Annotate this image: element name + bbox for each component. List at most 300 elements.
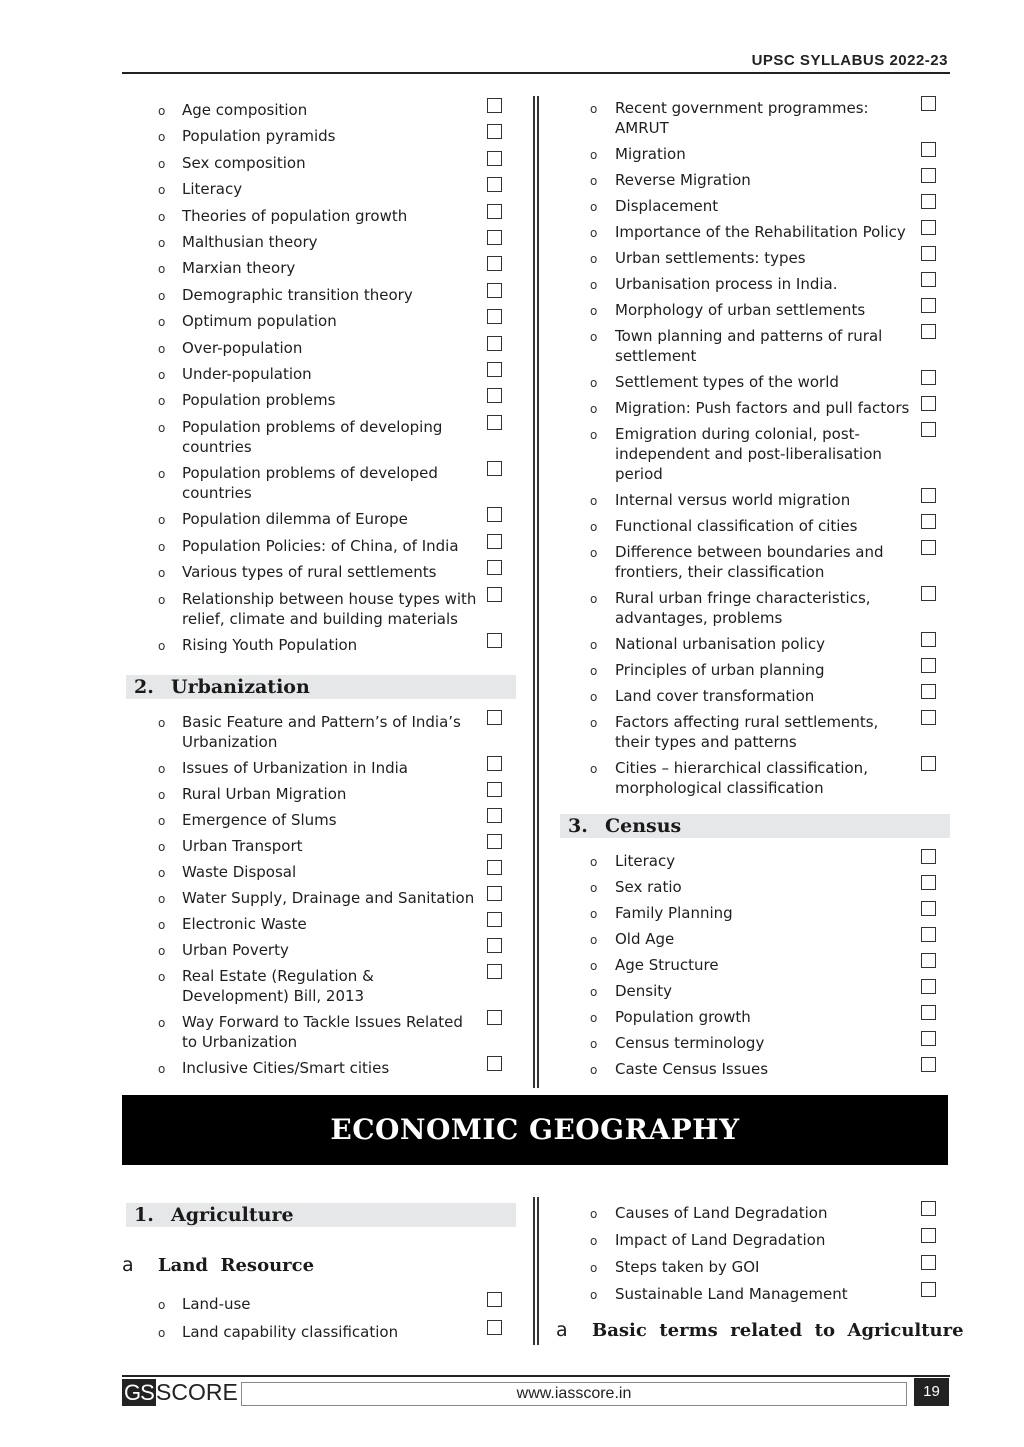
- subhead-marker: a: [556, 1319, 568, 1341]
- checkbox[interactable]: [487, 177, 502, 192]
- checklist-item-label: Population problems: [182, 391, 336, 410]
- checklist-item-label: Census terminology: [615, 1034, 765, 1052]
- checklist-item-label: Literacy: [182, 180, 243, 199]
- checkbox[interactable]: [487, 461, 502, 476]
- census-list: [556, 851, 950, 1079]
- bullet-glyph: o: [590, 1207, 598, 1221]
- checkbox[interactable]: [487, 938, 502, 953]
- bullet-glyph: o: [590, 1261, 598, 1275]
- checklist-item: [122, 966, 516, 1006]
- checklist-item-label: Family Planning: [615, 904, 733, 922]
- right-column: [556, 98, 950, 1085]
- checklist-item-label: Emigration during colonial, post-independent and post-liberalisation period: [615, 425, 882, 483]
- checklist-item-label: Recent government programmes: AMRUT: [615, 99, 869, 137]
- bullet-glyph: o: [590, 1037, 598, 1051]
- checkbox[interactable]: [921, 586, 936, 601]
- footer-rule: [122, 1375, 950, 1377]
- checklist-item: [122, 311, 516, 331]
- checklist-item-label: Principles of urban planning: [615, 661, 825, 679]
- checkbox[interactable]: [921, 684, 936, 699]
- checklist-item: [556, 1007, 950, 1027]
- checklist-item-label: Land cover transformation: [615, 687, 815, 705]
- bullet-glyph: o: [590, 1234, 598, 1248]
- bullet-glyph: o: [590, 933, 598, 947]
- checklist-item: [122, 285, 516, 305]
- checklist-item-label: Caste Census Issues: [615, 1060, 769, 1078]
- checklist-item: [122, 1012, 516, 1052]
- bullet-glyph: o: [590, 1063, 598, 1077]
- checkbox[interactable]: [487, 507, 502, 522]
- checklist-item-label: Old Age: [615, 930, 675, 948]
- checkbox[interactable]: [487, 808, 502, 823]
- settlement-list: [556, 98, 950, 798]
- bullet-glyph: o: [590, 762, 598, 776]
- checklist-item: [556, 490, 950, 510]
- subhead-marker: a: [122, 1254, 134, 1276]
- checklist-item-label: Causes of Land Degradation: [615, 1204, 828, 1222]
- bullet-glyph: o: [158, 539, 166, 554]
- checklist-item-label: Urban settlements: types: [615, 249, 806, 267]
- checklist-item-label: Marxian theory: [182, 259, 296, 278]
- bullet-glyph: o: [158, 315, 166, 330]
- checkbox[interactable]: [487, 204, 502, 219]
- checkbox[interactable]: [921, 756, 936, 771]
- checkbox[interactable]: [487, 1056, 502, 1071]
- checklist-item: [556, 712, 950, 752]
- checklist-item: [122, 836, 516, 856]
- bullet-glyph: o: [590, 252, 598, 266]
- checkbox[interactable]: [487, 710, 502, 725]
- checkbox[interactable]: [487, 151, 502, 166]
- checklist-item: [556, 634, 950, 654]
- checklist-item-label: Importance of the Rehabilitation Policy: [615, 223, 906, 241]
- checklist-item-label: Over-population: [182, 338, 303, 357]
- bullet-glyph: o: [158, 1298, 166, 1312]
- checklist-item: [556, 516, 950, 536]
- bullet-glyph: o: [158, 918, 166, 933]
- checklist-item-label: Population growth: [615, 1008, 751, 1026]
- bullet-glyph: o: [158, 156, 166, 171]
- checkbox[interactable]: [921, 658, 936, 673]
- checklist-item: [122, 338, 516, 358]
- checkbox[interactable]: [921, 710, 936, 725]
- checkbox[interactable]: [487, 283, 502, 298]
- checklist-item-label: Land capability classification: [182, 1323, 399, 1341]
- bullet-glyph: o: [158, 592, 166, 607]
- checklist-item-label: Functional classification of cities: [615, 517, 858, 535]
- checkbox[interactable]: [487, 587, 502, 602]
- gs-score-logo-gs: GS: [124, 1380, 154, 1405]
- bullet-glyph: o: [158, 513, 166, 528]
- bullet-glyph: o: [158, 840, 166, 855]
- checkbox[interactable]: [487, 886, 502, 901]
- checklist-item: [122, 862, 516, 882]
- checkbox[interactable]: [921, 1201, 936, 1216]
- checklist-item-label: Cities – hierarchical classification, morphological classification: [615, 759, 868, 797]
- checklist-item-label: Sex ratio: [615, 878, 682, 896]
- checkbox[interactable]: [921, 246, 936, 261]
- checkbox[interactable]: [921, 96, 936, 111]
- checklist-item: [556, 170, 950, 190]
- checklist-item-label: Demographic transition theory: [182, 285, 413, 304]
- bullet-glyph: o: [158, 183, 166, 198]
- checklist-item: [556, 929, 950, 949]
- checkbox[interactable]: [487, 309, 502, 324]
- checklist-item: [122, 784, 516, 804]
- checklist-item-label: Rural Urban Migration: [182, 785, 347, 804]
- checklist-item: [122, 888, 516, 908]
- bullet-glyph: o: [158, 1062, 166, 1077]
- checklist-item-label: Age Structure: [615, 956, 719, 974]
- bullet-glyph: o: [158, 341, 166, 356]
- checklist-item: [122, 536, 516, 556]
- bullet-glyph: o: [158, 420, 166, 435]
- checklist-item: [556, 248, 950, 268]
- bullet-glyph: o: [590, 959, 598, 973]
- checkbox[interactable]: [921, 514, 936, 529]
- section-number: 1.: [134, 1204, 154, 1226]
- checklist-item-label: Town planning and patterns of rural settlement: [615, 327, 883, 365]
- checkbox[interactable]: [921, 168, 936, 183]
- bullet-glyph: o: [158, 104, 166, 118]
- checklist-item: [556, 1033, 950, 1053]
- bullet-glyph: o: [590, 278, 598, 292]
- section-title: Agriculture: [171, 1204, 294, 1226]
- checkbox[interactable]: [487, 756, 502, 771]
- population-list: [122, 100, 516, 655]
- checklist-item-label: Basic Feature and Pattern’s of India’s Urbanization: [182, 713, 461, 752]
- checkbox[interactable]: [921, 220, 936, 235]
- checklist-item-label: Steps taken by GOI: [615, 1258, 760, 1276]
- checkbox[interactable]: [921, 298, 936, 313]
- checklist-item: [556, 98, 950, 138]
- checkbox[interactable]: [921, 927, 936, 942]
- bullet-glyph: o: [590, 690, 598, 704]
- subhead-land-resource: [122, 1254, 314, 1276]
- checkbox[interactable]: [921, 540, 936, 555]
- checklist-item: [556, 1203, 950, 1223]
- bullet-glyph: o: [158, 639, 166, 654]
- bullet-glyph: o: [158, 970, 166, 985]
- checklist-item: [556, 758, 950, 798]
- checklist-item-label: Electronic Waste: [182, 915, 307, 934]
- section-title: Census: [605, 815, 682, 837]
- bullet-glyph: o: [590, 226, 598, 240]
- checklist-item-label: Age composition: [182, 101, 308, 119]
- checkbox[interactable]: [921, 370, 936, 385]
- checklist-item: [556, 686, 950, 706]
- checklist-item: [556, 1059, 950, 1079]
- bullet-glyph: o: [158, 235, 166, 250]
- checklist-item: [556, 660, 950, 680]
- checklist-item-label: Rural urban fringe characteristics, advantages, problems: [615, 589, 871, 627]
- checklist-item: [556, 274, 950, 294]
- bullet-glyph: o: [158, 944, 166, 959]
- bullet-glyph: o: [590, 402, 598, 416]
- bullet-glyph: o: [590, 376, 598, 390]
- checklist-item: [556, 955, 950, 975]
- column-divider-bottom: [533, 1197, 535, 1345]
- checklist-item-label: Land-use: [182, 1295, 251, 1313]
- bullet-glyph: o: [590, 716, 598, 730]
- bullet-glyph: o: [590, 592, 598, 606]
- checklist-item: [122, 1058, 516, 1078]
- checkbox[interactable]: [487, 1320, 502, 1335]
- land-resource-list: [122, 1294, 516, 1350]
- checklist-item: [122, 206, 516, 226]
- checkbox[interactable]: [921, 1005, 936, 1020]
- checklist-item-label: Migration: [615, 145, 686, 163]
- checklist-item-label: Reverse Migration: [615, 171, 751, 189]
- bullet-glyph: o: [590, 546, 598, 560]
- checklist-item: [556, 903, 950, 923]
- bullet-glyph: o: [590, 1011, 598, 1025]
- checkbox[interactable]: [921, 194, 936, 209]
- checklist-item: [122, 509, 516, 529]
- checklist-item-label: Under-population: [182, 364, 312, 383]
- page-header-title: UPSC SYLLABUS 2022-23: [751, 52, 948, 69]
- checklist-item: [556, 222, 950, 242]
- checkbox[interactable]: [487, 560, 502, 575]
- checkbox[interactable]: [487, 230, 502, 245]
- checklist-item-label: Density: [615, 982, 673, 1000]
- subhead-basic-terms: [556, 1319, 964, 1341]
- subhead-title: Land Resource: [158, 1255, 315, 1276]
- checklist-item-label: Way Forward to Tackle Issues Related to Urbanization: [182, 1013, 463, 1052]
- bullet-glyph: o: [158, 467, 166, 482]
- checkbox[interactable]: [921, 953, 936, 968]
- bullet-glyph: o: [158, 1016, 166, 1031]
- bullet-glyph: o: [158, 209, 166, 224]
- section-number: 2.: [134, 676, 154, 699]
- checklist-item: [556, 851, 950, 871]
- checklist-item: [122, 232, 516, 252]
- checklist-item-label: National urbanisation policy: [615, 635, 825, 653]
- checklist-item: [556, 1284, 950, 1304]
- bullet-glyph: o: [590, 148, 598, 162]
- checkbox[interactable]: [487, 633, 502, 648]
- bullet-glyph: o: [158, 130, 166, 145]
- checkbox[interactable]: [921, 632, 936, 647]
- checklist-item: [556, 877, 950, 897]
- checkbox[interactable]: [487, 534, 502, 549]
- checklist-item: [122, 100, 516, 120]
- bullet-glyph: o: [590, 494, 598, 508]
- checkbox[interactable]: [487, 912, 502, 927]
- checklist-item-label: Water Supply, Drainage and Sanitation: [182, 889, 475, 908]
- bullet-glyph: o: [158, 892, 166, 907]
- bullet-glyph: o: [158, 866, 166, 881]
- urbanization-list: [122, 712, 516, 1078]
- checkbox[interactable]: [921, 1057, 936, 1072]
- section-number: 3.: [568, 815, 588, 837]
- checklist-item: [556, 196, 950, 216]
- checklist-item-label: Waste Disposal: [182, 863, 297, 882]
- checkbox[interactable]: [487, 415, 502, 430]
- bullet-glyph: o: [158, 262, 166, 277]
- bullet-glyph: o: [590, 428, 598, 442]
- bullet-glyph: o: [158, 566, 166, 581]
- checklist-item: [122, 179, 516, 199]
- checkbox[interactable]: [487, 362, 502, 377]
- checkbox[interactable]: [487, 256, 502, 271]
- checklist-item-label: Various types of rural settlements: [182, 563, 437, 582]
- checkbox[interactable]: [487, 336, 502, 351]
- checklist-item: [556, 1230, 950, 1250]
- checklist-item: [556, 1257, 950, 1277]
- checklist-item-label: Emergence of Slums: [182, 811, 337, 830]
- checklist-item-label: Sustainable Land Management: [615, 1285, 848, 1303]
- checklist-item-label: Theories of population growth: [182, 206, 408, 225]
- checklist-item: [556, 424, 950, 484]
- section-urbanization-header: [126, 675, 516, 699]
- checkbox[interactable]: [921, 396, 936, 411]
- checklist-item: [122, 810, 516, 830]
- checkbox[interactable]: [921, 901, 936, 916]
- bullet-glyph: o: [590, 638, 598, 652]
- checklist-item: [556, 398, 950, 418]
- checklist-item-label: Population Policies: of China, of India: [182, 536, 459, 555]
- checklist-item: [122, 258, 516, 278]
- bullet-glyph: o: [590, 520, 598, 534]
- checkbox[interactable]: [921, 1282, 936, 1297]
- checkbox[interactable]: [487, 782, 502, 797]
- checklist-item-label: Population problems of developed countries: [182, 464, 438, 503]
- checklist-item-label: Malthusian theory: [182, 232, 318, 251]
- checklist-item-label: Settlement types of the world: [615, 373, 839, 391]
- checklist-item-label: Displacement: [615, 197, 719, 215]
- section-agriculture-header: [126, 1203, 516, 1227]
- checklist-item-label: Relationship between house types with relief, climate and building materials: [182, 589, 477, 628]
- bullet-glyph: o: [590, 102, 598, 116]
- checklist-item: [122, 712, 516, 752]
- checklist-item-label: Literacy: [615, 852, 676, 870]
- checklist-item-label: Rising Youth Population: [182, 636, 358, 655]
- checklist-item-label: Impact of Land Degradation: [615, 1231, 826, 1249]
- section-title: Urbanization: [171, 676, 310, 699]
- subhead-title: Basic terms related to Agriculture: [592, 1320, 964, 1341]
- checklist-item-label: Difference between boundaries and frontiers, their classification: [615, 543, 884, 581]
- bullet-glyph: o: [158, 288, 166, 303]
- checklist-item: [556, 981, 950, 1001]
- checklist-item: [122, 635, 516, 655]
- checklist-item: [556, 144, 950, 164]
- checklist-item: [556, 372, 950, 392]
- bullet-glyph: o: [158, 788, 166, 803]
- checkbox[interactable]: [921, 1031, 936, 1046]
- bullet-glyph: o: [158, 762, 166, 777]
- checkbox[interactable]: [921, 272, 936, 287]
- checklist-item-label: Inclusive Cities/Smart cities: [182, 1059, 390, 1078]
- checklist-item: [122, 463, 516, 503]
- checkbox[interactable]: [487, 860, 502, 875]
- checklist-item-label: Issues of Urbanization in India: [182, 759, 408, 778]
- checklist-item: [556, 588, 950, 628]
- checkbox[interactable]: [921, 849, 936, 864]
- checkbox[interactable]: [487, 98, 502, 113]
- checklist-item: [122, 589, 516, 629]
- checklist-item: [122, 1322, 516, 1342]
- left-column: [122, 100, 516, 1084]
- checklist-item: [122, 153, 516, 173]
- checklist-item: [556, 542, 950, 582]
- bullet-glyph: o: [590, 855, 598, 869]
- checkbox[interactable]: [487, 834, 502, 849]
- checklist-item: [556, 326, 950, 366]
- checkbox[interactable]: [487, 964, 502, 979]
- checklist-item: [122, 417, 516, 457]
- column-divider-top: [533, 96, 535, 1088]
- header-rule: [122, 72, 950, 74]
- checkbox[interactable]: [921, 979, 936, 994]
- checklist-item-label: Urban Transport: [182, 837, 303, 856]
- bullet-glyph: o: [590, 985, 598, 999]
- checklist-item-label: Migration: Push factors and pull factors: [615, 399, 910, 417]
- checklist-item-label: Population dilemma of Europe: [182, 510, 408, 529]
- checklist-item: [122, 562, 516, 582]
- section-census-header: [560, 814, 950, 838]
- checklist-item: [122, 758, 516, 778]
- checkbox[interactable]: [487, 124, 502, 139]
- checklist-item-label: Urban Poverty: [182, 941, 289, 960]
- bullet-glyph: o: [158, 814, 166, 829]
- checkbox[interactable]: [921, 1255, 936, 1270]
- bullet-glyph: o: [590, 200, 598, 214]
- bullet-glyph: o: [590, 881, 598, 895]
- checkbox[interactable]: [921, 1228, 936, 1243]
- checkbox[interactable]: [921, 142, 936, 157]
- footer-url[interactable]: www.iasscore.in: [241, 1382, 907, 1406]
- checklist-item-label: Population problems of developing countries: [182, 417, 443, 456]
- bullet-glyph: o: [158, 1326, 166, 1340]
- checklist-item-label: Morphology of urban settlements: [615, 301, 866, 319]
- checklist-item-label: Internal versus world migration: [615, 491, 851, 509]
- checklist-item: [122, 390, 516, 410]
- checkbox[interactable]: [487, 1010, 502, 1025]
- checklist-item: [122, 940, 516, 960]
- checklist-item-label: Sex composition: [182, 153, 306, 172]
- checklist-item: [122, 364, 516, 384]
- bullet-glyph: o: [158, 716, 166, 731]
- checkbox[interactable]: [921, 422, 936, 437]
- bullet-glyph: o: [590, 907, 598, 921]
- bullet-glyph: o: [158, 394, 166, 409]
- gs-score-logo-text: SCORE: [156, 1379, 238, 1405]
- checklist-item-label: Factors affecting rural settlements, their types and patterns: [615, 713, 879, 751]
- checklist-item: [556, 300, 950, 320]
- bullet-glyph: o: [590, 1288, 598, 1302]
- bullet-glyph: o: [590, 330, 598, 344]
- checkbox[interactable]: [487, 388, 502, 403]
- checklist-item-label: Population pyramids: [182, 127, 336, 146]
- bullet-glyph: o: [590, 174, 598, 188]
- checklist-item-label: Urbanisation process in India.: [615, 275, 838, 293]
- checkbox[interactable]: [487, 1292, 502, 1307]
- checkbox[interactable]: [921, 875, 936, 890]
- column-divider-top-2: [537, 96, 539, 1088]
- bullet-glyph: o: [590, 304, 598, 318]
- checklist-item: [122, 914, 516, 934]
- checkbox[interactable]: [921, 324, 936, 339]
- checklist-item: [122, 1294, 516, 1314]
- checkbox[interactable]: [921, 488, 936, 503]
- checklist-item-label: Real Estate (Regulation & Development) Bill, 2013: [182, 967, 374, 1006]
- bullet-glyph: o: [590, 664, 598, 678]
- checklist-item-label: Optimum population: [182, 312, 337, 331]
- economic-geography-banner: ECONOMIC GEOGRAPHY: [122, 1095, 948, 1165]
- column-divider-bottom-2: [537, 1197, 539, 1345]
- bullet-glyph: o: [158, 367, 166, 382]
